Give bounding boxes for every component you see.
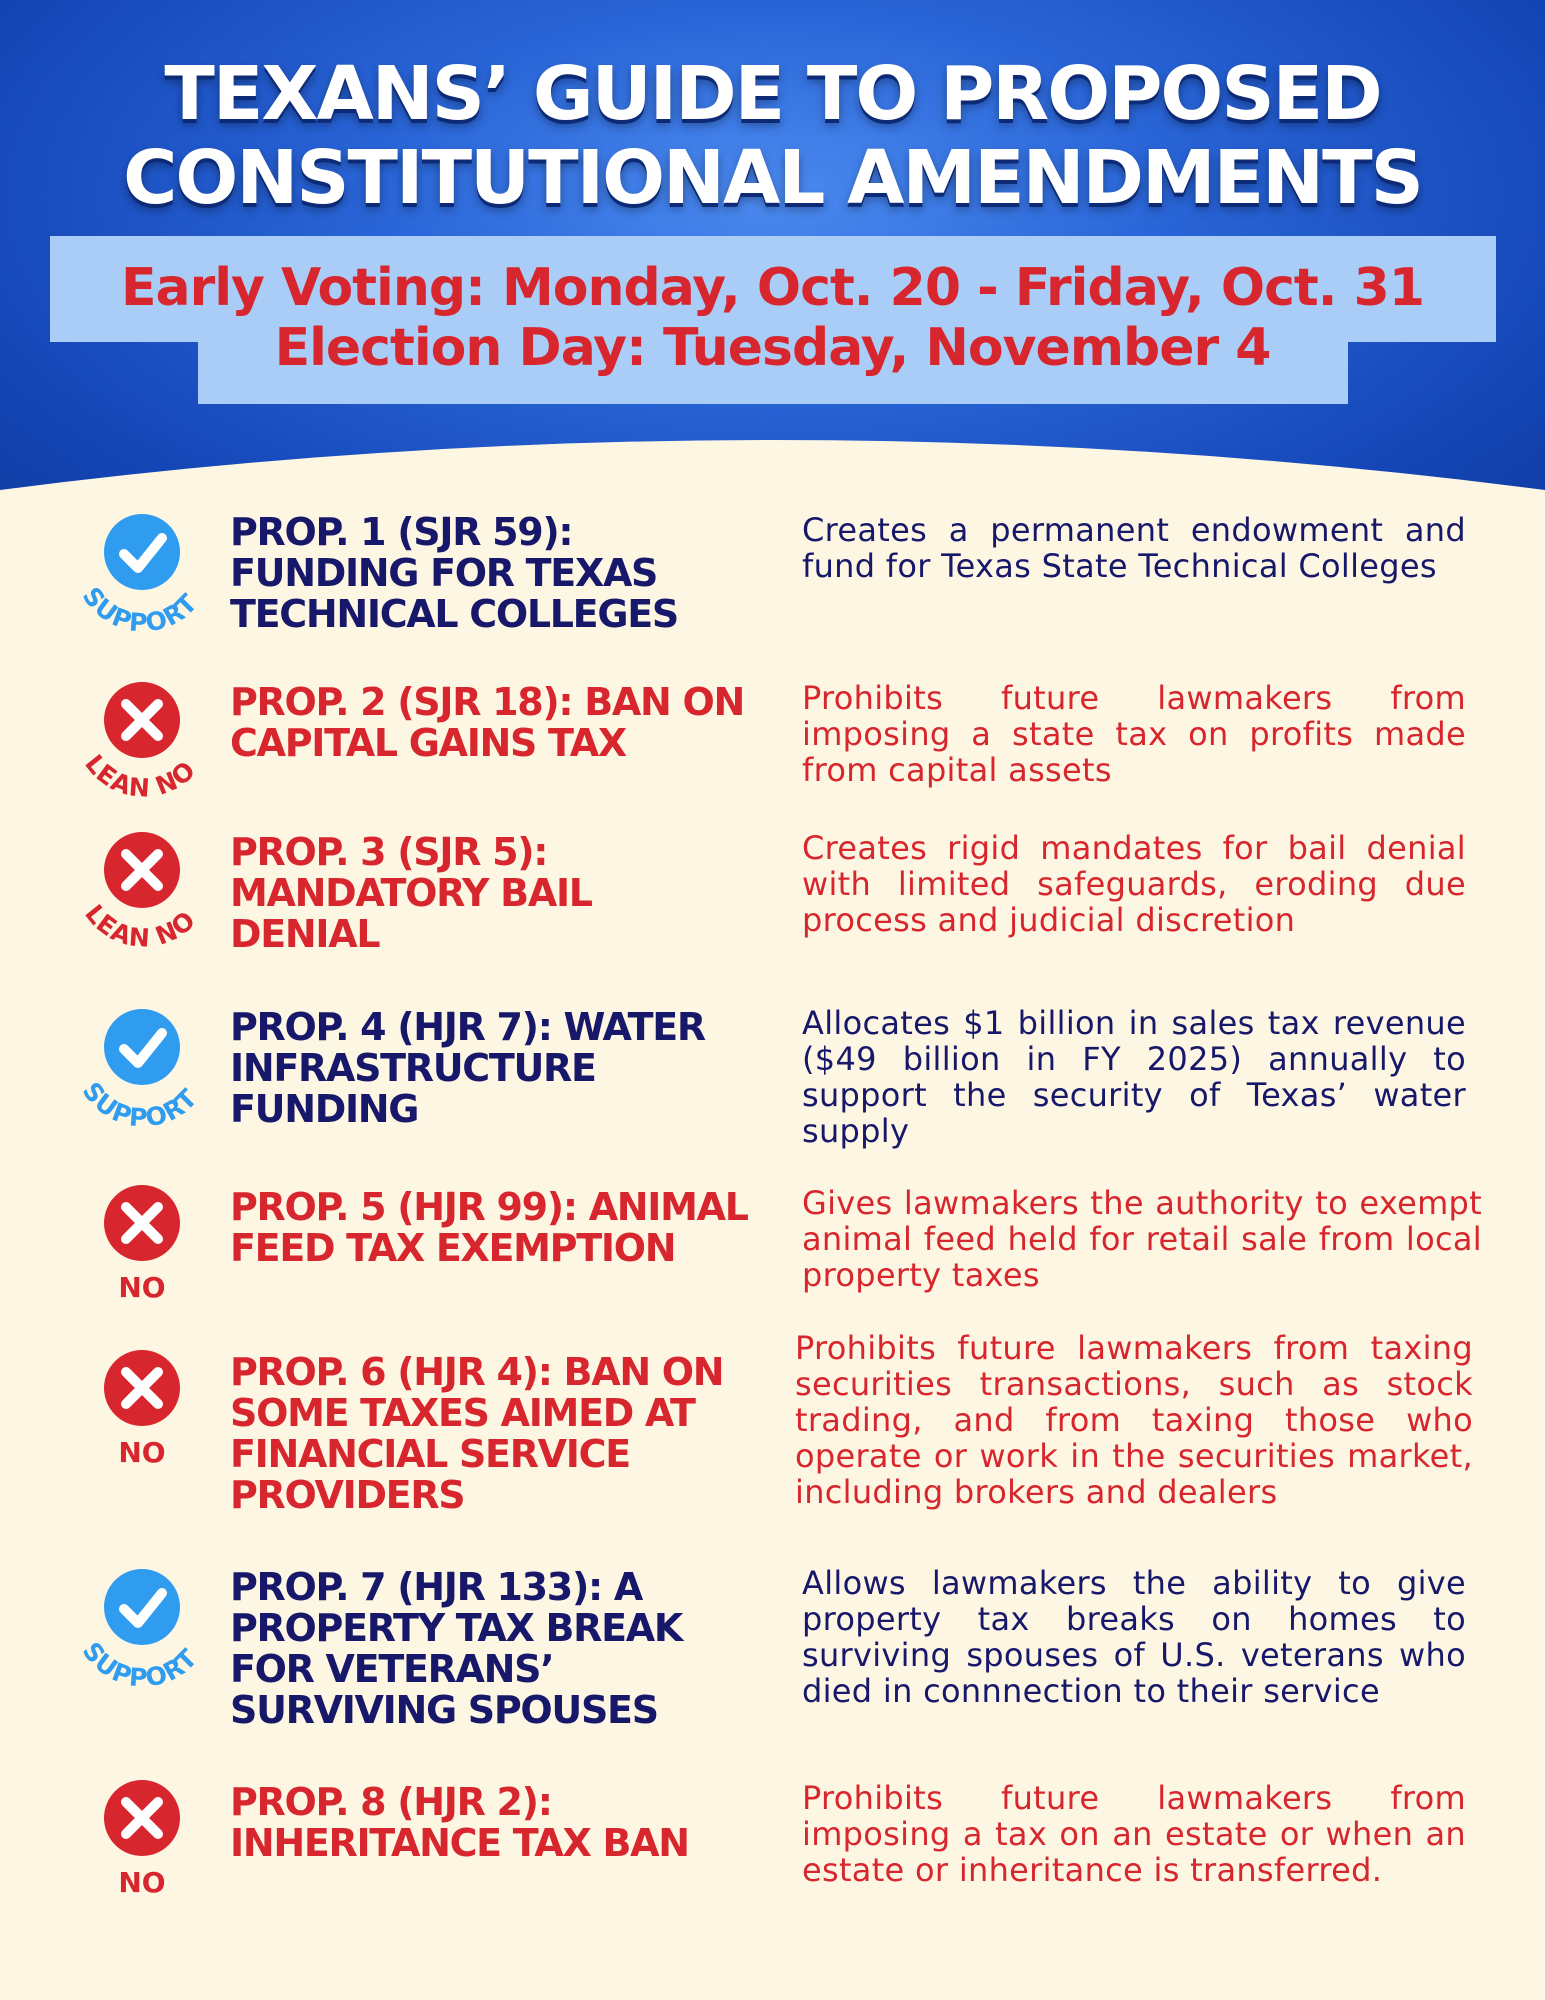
support-badge: [60, 1005, 220, 1155]
no-badge: [60, 1185, 220, 1335]
stance-label: SUPPORT: [76, 1076, 204, 1133]
prop-description: Allocates $1 billion in sales tax revenue ($49 billion in FY 2025) annually to support the security of Texas’ water supply: [802, 1004, 1466, 1150]
no-badge: [60, 1780, 220, 1930]
stance-label: NO: [118, 1436, 166, 1469]
check-icon: [104, 1009, 180, 1085]
stance-label: SUPPORT: [76, 581, 204, 638]
prop-title: PROP. 1 (SJR 59): FUNDING FOR TEXAS TECHNICAL COLLEGES: [230, 510, 678, 636]
prop-description: Prohibits future lawmakers from imposing a tax on an estate or when an estate or inheritance is transferred.: [802, 1779, 1466, 1889]
page-title-line-1: TEXANS’ GUIDE TO PROPOSED: [164, 51, 1381, 137]
prop-title: PROP. 4 (HJR 7): WATER INFRASTRUCTURE FUNDING: [230, 1005, 705, 1131]
lean-no-badge: [60, 680, 220, 830]
lean-no-badge: [60, 830, 220, 980]
prop-description: Prohibits future lawmakers from taxing securities transactions, such as stock trading, and from taxing those who operate or work in the securities market, including brokers and dealers: [795, 1329, 1473, 1511]
prop-title: PROP. 6 (HJR 4): BAN ON SOME TAXES AIMED AT FINANCIAL SERVICE PROVIDERS: [230, 1350, 724, 1517]
check-icon: [104, 514, 180, 590]
check-icon: [104, 1569, 180, 1645]
prop-description: Creates a permanent endowment and fund for Texas State Technical Colleges: [802, 511, 1466, 585]
prop-description: Creates rigid mandates for bail denial with limited safeguards, eroding due process and judicial discretion: [802, 829, 1466, 939]
stance-label: NO: [118, 1271, 166, 1304]
prop-description: Gives lawmakers the authority to exempt animal feed held for retail sale from local property taxes: [802, 1184, 1482, 1294]
stance-label: LEAN NO: [79, 899, 202, 953]
prop-title: PROP. 8 (HJR 2): INHERITANCE TAX BAN: [230, 1780, 689, 1865]
prop-title: PROP. 7 (HJR 133): A PROPERTY TAX BREAK FOR VETERANS’ SURVIVING SPOUSES: [230, 1565, 682, 1732]
early-voting-dates: Early Voting: Monday, Oct. 20 - Friday, Oct. 31: [120, 258, 1425, 318]
no-badge: [60, 1350, 220, 1500]
stance-label: NO: [118, 1866, 166, 1899]
page-title-line-2: CONSTITUTIONAL AMENDMENTS: [123, 135, 1422, 221]
prop-title: PROP. 5 (HJR 99): ANIMAL FEED TAX EXEMPTION: [230, 1185, 748, 1270]
svg-text:SUPPORT: [77, 582, 204, 638]
prop-description: Allows lawmakers the ability to give property tax breaks on homes to surviving spouses of U.S. veterans who died in connnection to their service: [802, 1564, 1466, 1710]
svg-text:SUPPORT: [77, 1077, 204, 1133]
support-badge: [60, 1565, 220, 1715]
prop-description: Prohibits future lawmakers from imposing a state tax on profits made from capital assets: [802, 679, 1466, 789]
prop-title: PROP. 3 (SJR 5): MANDATORY BAIL DENIAL: [230, 830, 592, 956]
svg-text:SUPPORT: [77, 1637, 204, 1693]
support-badge: [60, 510, 220, 660]
prop-title: PROP. 2 (SJR 18): BAN ON CAPITAL GAINS TAX: [230, 680, 744, 765]
stance-label: LEAN NO: [79, 749, 202, 803]
election-day-date: Election Day: Tuesday, November 4: [274, 318, 1271, 378]
stance-label: SUPPORT: [76, 1636, 204, 1693]
